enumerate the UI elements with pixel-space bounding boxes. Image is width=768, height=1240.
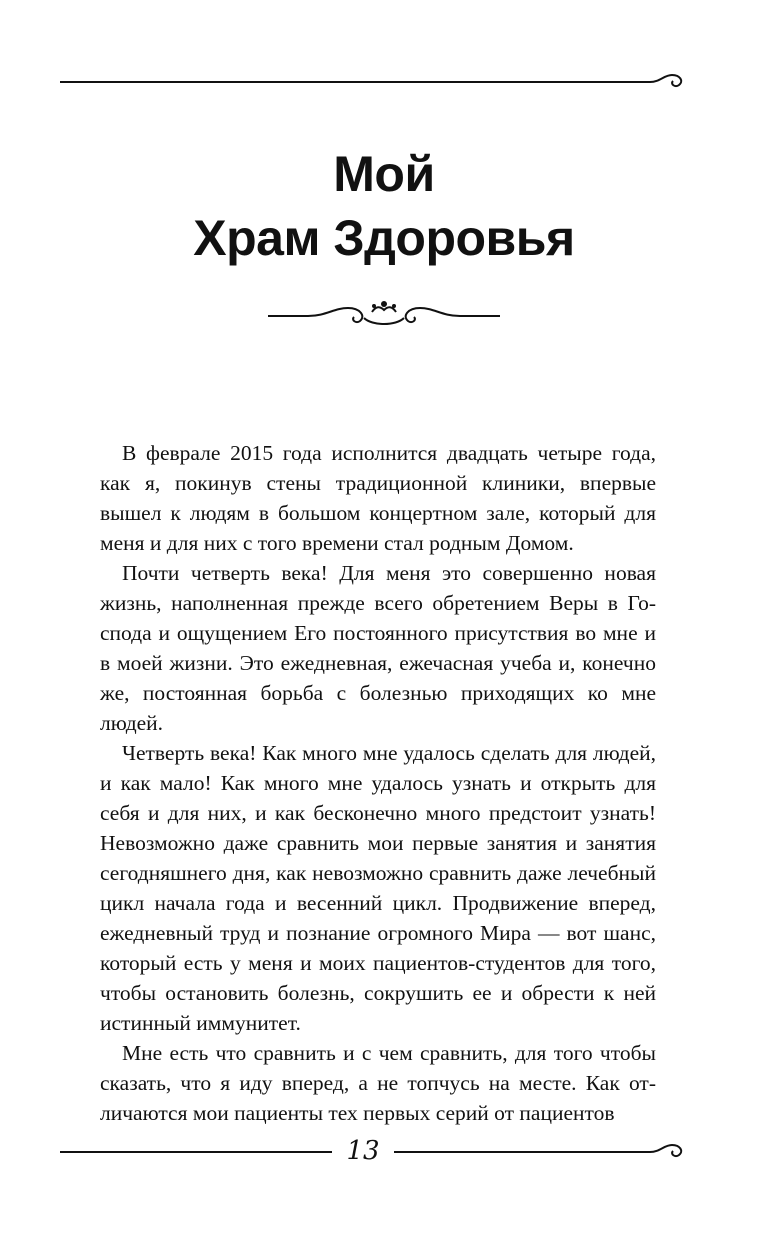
title-line-1: Мой [333,145,435,202]
paragraph-4: Мне есть что сравнить и с чем сравнить, для того чтобы сказать, что я иду вперед, а не топчусь на месте. Как отличаются мои пациенты тех первых серий от пациентов [100,1041,656,1125]
top-flourish-rule-icon [60,60,700,100]
body-text [100,438,656,1128]
paragraph-3: Четверть века! Как много мне удалось сделать для людей, и как мало! Как много мне удалось узнать и открыть для себя и для них, и как бесконечно много предстоит узнать! Невозможно даже сравнить мои первые занятия и занятия сегодняшнего дня, как невозможно сравнить даже лечебный цикл начала года и весенний цикл. Продвижение вперед, ежедневный труд и познание огромного Мира — вот шанс, который есть у меня и моих пациентов-студентов для того, чтобы остановить болезнь, сокрушить ее и обрести к ней истинный иммунитет. [100,741,656,1035]
center-flourish-ornament-icon [268,296,500,332]
title-line-2: Храм Здоровья [193,209,575,266]
paragraph-2: Почти четверть века! Для меня это совершенно новая жизнь, наполненная прежде всего обретением Веры в Господа и ощущением Его постоянного присутствия во мне и в моей жизни. Это ежедневная, ежечасная учеба и, конечно же, постоянная борьба с болезнью приходящих ко мне людей. [100,561,656,735]
page-title [0,142,768,270]
page-number: 13 [346,1136,380,1166]
paragraph-1: В феврале 2015 года исполнится двадцать четыре года, как я, покинув стены традиционной клиники, впервые вышел к людям в большом концертном зале, который для меня и для них с того времени стал родным Домом. [100,441,656,555]
